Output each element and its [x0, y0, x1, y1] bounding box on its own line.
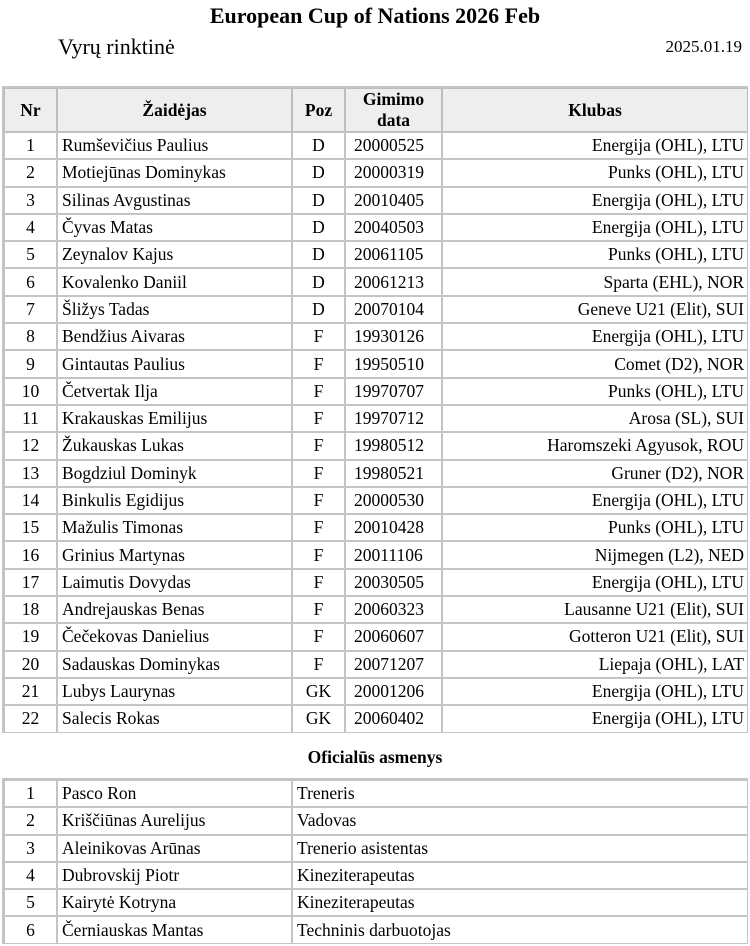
player-row: [4, 623, 748, 650]
player-dob: 19980521: [345, 460, 442, 487]
official-row: [4, 889, 748, 916]
official-nr: 2: [4, 807, 57, 834]
player-name: Silinas Avgustinas: [57, 187, 292, 214]
player-position: F: [292, 596, 345, 623]
player-row: [4, 514, 748, 541]
officials-section-title: Oficialūs asmenys: [307, 747, 443, 767]
player-row: [4, 678, 748, 705]
player-club: Punks (OHL), LTU: [442, 159, 748, 186]
player-dob: 19970707: [345, 378, 442, 405]
player-position: F: [292, 350, 345, 377]
player-name: Šližys Tadas: [57, 296, 292, 323]
player-name: Sadauskas Dominykas: [57, 651, 292, 678]
player-club: Energija (OHL), LTU: [442, 214, 748, 241]
player-name: Laimutis Dovydas: [57, 569, 292, 596]
player-name: Gintautas Paulius: [57, 350, 292, 377]
player-position: GK: [292, 678, 345, 705]
official-name: Dubrovskij Piotr: [57, 862, 292, 889]
official-name: Aleinikovas Arūnas: [57, 835, 292, 862]
players-table: [2, 86, 748, 733]
player-nr: 10: [4, 378, 57, 405]
player-dob: 20000530: [345, 487, 442, 514]
document-title: European Cup of Nations 2026 Feb: [209, 3, 541, 28]
player-position: F: [292, 569, 345, 596]
player-nr: 12: [4, 432, 57, 459]
col-header-dob-line2: data: [376, 110, 411, 130]
player-position: F: [292, 651, 345, 678]
official-nr: 6: [4, 916, 57, 943]
player-nr: 17: [4, 569, 57, 596]
player-nr: 5: [4, 241, 57, 268]
player-club: Haromszeki Agyusok, ROU: [442, 432, 748, 459]
player-nr: 6: [4, 268, 57, 295]
official-name: Černiauskas Mantas: [57, 916, 292, 943]
player-nr: 9: [4, 350, 57, 377]
player-row: [4, 405, 748, 432]
player-club: Energija (OHL), LTU: [442, 323, 748, 350]
official-row: [4, 780, 748, 807]
player-row: [4, 460, 748, 487]
official-row: [4, 862, 748, 889]
player-position: F: [292, 405, 345, 432]
player-nr: 4: [4, 214, 57, 241]
player-position: D: [292, 187, 345, 214]
player-name: Kovalenko Daniil: [57, 268, 292, 295]
player-row: [4, 541, 748, 568]
player-club: Comet (D2), NOR: [442, 350, 748, 377]
player-club: Lausanne U21 (Elit), SUI: [442, 596, 748, 623]
player-dob: 19980512: [345, 432, 442, 459]
player-dob: 20011106: [345, 541, 442, 568]
official-nr: 4: [4, 862, 57, 889]
player-dob: 20060323: [345, 596, 442, 623]
player-nr: 16: [4, 541, 57, 568]
player-dob: 20001206: [345, 678, 442, 705]
player-nr: 21: [4, 678, 57, 705]
player-club: Punks (OHL), LTU: [442, 241, 748, 268]
player-dob: 19970712: [345, 405, 442, 432]
player-row: [4, 132, 748, 159]
player-row: [4, 214, 748, 241]
player-row: [4, 487, 748, 514]
player-position: D: [292, 241, 345, 268]
player-row: [4, 268, 748, 295]
player-row: [4, 705, 748, 732]
player-name: Čečekovas Danielius: [57, 623, 292, 650]
official-nr: 5: [4, 889, 57, 916]
player-name: Žukauskas Lukas: [57, 432, 292, 459]
player-dob: 20060402: [345, 705, 442, 732]
player-nr: 13: [4, 460, 57, 487]
player-row: [4, 350, 748, 377]
official-row: [4, 916, 748, 943]
players-header-row: [4, 88, 748, 132]
official-role: Vadovas: [292, 807, 748, 834]
col-header-club: Klubas: [442, 88, 748, 132]
player-club: Energija (OHL), LTU: [442, 678, 748, 705]
player-position: F: [292, 514, 345, 541]
official-row: [4, 835, 748, 862]
player-nr: 1: [4, 132, 57, 159]
player-row: [4, 378, 748, 405]
official-role: Techninis darbuotojas: [292, 916, 748, 943]
official-name: Kairytė Kotryna: [57, 889, 292, 916]
player-club: Energija (OHL), LTU: [442, 187, 748, 214]
player-club: Punks (OHL), LTU: [442, 378, 748, 405]
player-club: Geneve U21 (Elit), SUI: [442, 296, 748, 323]
player-club: Sparta (EHL), NOR: [442, 268, 748, 295]
player-club: Arosa (SL), SUI: [442, 405, 748, 432]
official-nr: 3: [4, 835, 57, 862]
player-position: F: [292, 487, 345, 514]
player-row: [4, 596, 748, 623]
col-header-player: Žaidėjas: [57, 88, 292, 132]
player-nr: 18: [4, 596, 57, 623]
player-row: [4, 241, 748, 268]
official-role: Kineziterapeutas: [292, 862, 748, 889]
player-position: F: [292, 460, 345, 487]
official-name: Kriščiūnas Aurelijus: [57, 807, 292, 834]
official-role: Treneris: [292, 780, 748, 807]
player-nr: 14: [4, 487, 57, 514]
player-club: Energija (OHL), LTU: [442, 487, 748, 514]
player-name: Motiejūnas Dominykas: [57, 159, 292, 186]
team-subtitle: Vyrų rinktinė: [58, 34, 175, 59]
player-name: Zeynalov Kajus: [57, 241, 292, 268]
col-header-position: Poz: [292, 88, 345, 132]
player-position: F: [292, 541, 345, 568]
player-dob: 20030505: [345, 569, 442, 596]
player-position: D: [292, 268, 345, 295]
player-row: [4, 296, 748, 323]
player-dob: 20040503: [345, 214, 442, 241]
player-position: GK: [292, 705, 345, 732]
player-club: Gruner (D2), NOR: [442, 460, 748, 487]
player-club: Nijmegen (L2), NED: [442, 541, 748, 568]
player-nr: 19: [4, 623, 57, 650]
player-name: Andrejauskas Benas: [57, 596, 292, 623]
player-dob: 19950510: [345, 350, 442, 377]
player-dob: 20000525: [345, 132, 442, 159]
player-dob: 20010405: [345, 187, 442, 214]
player-nr: 15: [4, 514, 57, 541]
player-position: F: [292, 378, 345, 405]
player-dob: 19930126: [345, 323, 442, 350]
col-header-dob: [345, 88, 442, 132]
player-position: F: [292, 323, 345, 350]
player-position: D: [292, 214, 345, 241]
player-name: Čyvas Matas: [57, 214, 292, 241]
player-row: [4, 569, 748, 596]
player-nr: 20: [4, 651, 57, 678]
player-position: D: [292, 296, 345, 323]
player-row: [4, 187, 748, 214]
player-name: Rumševičius Paulius: [57, 132, 292, 159]
player-name: Binkulis Egidijus: [57, 487, 292, 514]
player-club: Energija (OHL), LTU: [442, 705, 748, 732]
player-position: F: [292, 432, 345, 459]
player-nr: 3: [4, 187, 57, 214]
player-dob: 20000319: [345, 159, 442, 186]
player-position: D: [292, 132, 345, 159]
player-name: Bogdziul Dominyk: [57, 460, 292, 487]
official-role: Trenerio asistentas: [292, 835, 748, 862]
officials-body: [4, 780, 748, 944]
player-dob: 20010428: [345, 514, 442, 541]
player-position: D: [292, 159, 345, 186]
official-role: Kineziterapeutas: [292, 889, 748, 916]
player-club: Energija (OHL), LTU: [442, 569, 748, 596]
player-dob: 20070104: [345, 296, 442, 323]
document-date: 2025.01.19: [665, 37, 742, 56]
player-row: [4, 323, 748, 350]
official-nr: 1: [4, 780, 57, 807]
officials-table: [2, 778, 748, 944]
player-name: Bendžius Aivaras: [57, 323, 292, 350]
player-name: Grinius Martynas: [57, 541, 292, 568]
player-name: Lubys Laurynas: [57, 678, 292, 705]
player-dob: 20061213: [345, 268, 442, 295]
player-nr: 7: [4, 296, 57, 323]
col-header-nr: Nr: [4, 88, 57, 132]
player-nr: 22: [4, 705, 57, 732]
player-nr: 8: [4, 323, 57, 350]
player-name: Krakauskas Emilijus: [57, 405, 292, 432]
player-dob: 20071207: [345, 651, 442, 678]
player-club: Gotteron U21 (Elit), SUI: [442, 623, 748, 650]
player-row: [4, 651, 748, 678]
player-name: Četvertak Ilja: [57, 378, 292, 405]
player-row: [4, 159, 748, 186]
player-club: Energija (OHL), LTU: [442, 132, 748, 159]
player-name: Mažulis Timonas: [57, 514, 292, 541]
col-header-dob-line1: Gimimo: [362, 89, 425, 109]
player-dob: 20060607: [345, 623, 442, 650]
player-row: [4, 432, 748, 459]
player-position: F: [292, 623, 345, 650]
player-club: Punks (OHL), LTU: [442, 514, 748, 541]
player-name: Salecis Rokas: [57, 705, 292, 732]
official-row: [4, 807, 748, 834]
players-body: [4, 132, 748, 733]
player-dob: 20061105: [345, 241, 442, 268]
official-name: Pasco Ron: [57, 780, 292, 807]
player-club: Liepaja (OHL), LAT: [442, 651, 748, 678]
player-nr: 11: [4, 405, 57, 432]
player-nr: 2: [4, 159, 57, 186]
